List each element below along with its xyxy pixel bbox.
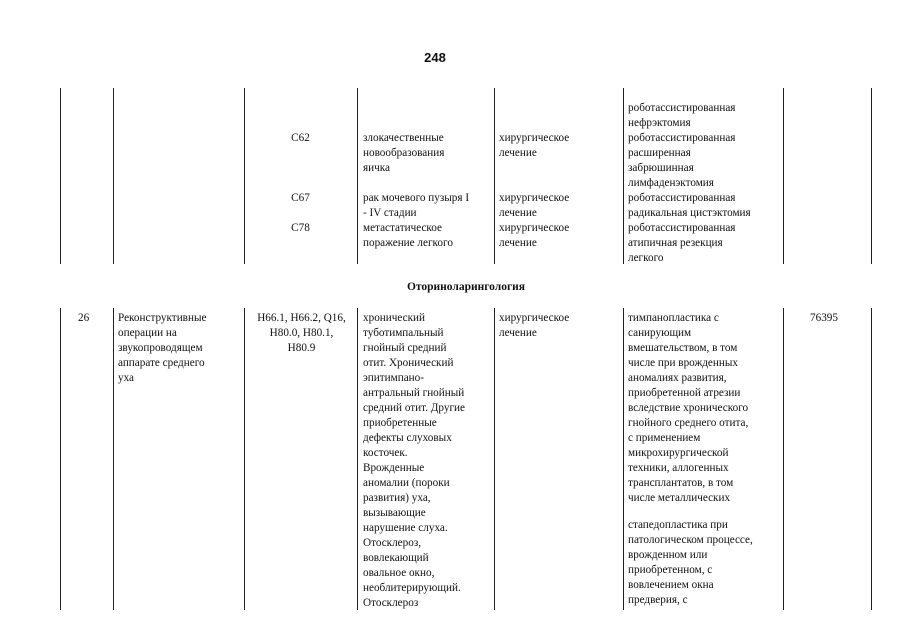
text-line: дефекты слуховых: [363, 432, 452, 444]
text-line: приобретенном, с: [628, 564, 713, 576]
text-line: числе при врожденных: [628, 357, 738, 369]
text-line: трансплантатов, в том: [628, 477, 734, 489]
text-line: хирургическое: [499, 222, 570, 234]
text-line: хирургическое: [499, 132, 570, 144]
text-line: техники, аллогенных: [628, 462, 729, 474]
code-text: C62: [291, 132, 310, 144]
text-line: косточек.: [363, 447, 408, 459]
diagnosis-cell-c78: [363, 221, 453, 251]
text-line: нарушение слуха.: [363, 522, 448, 534]
text-line: средний отит. Другие: [363, 402, 466, 414]
table-border-right: [871, 88, 872, 264]
text-line: вовлекающий: [363, 552, 429, 564]
method-cell-stapedoplasty: [628, 518, 753, 608]
text-line: приобретенные: [363, 417, 437, 429]
text-line: лечение: [499, 207, 537, 219]
row26-border-left: [60, 308, 61, 610]
code-cell-c78: [244, 221, 357, 236]
row-number-text: 26: [78, 312, 90, 324]
row-number: [78, 311, 89, 326]
text-line: роботассистированная: [628, 192, 736, 204]
table-divider-6: [783, 88, 784, 264]
diagnosis-cell: [363, 311, 465, 611]
text-line: вызывающие: [363, 507, 426, 519]
treatment-cell-c62: [499, 131, 569, 161]
text-line: вследствие хронического: [628, 402, 749, 414]
text-line: атипичная резекция: [628, 237, 723, 249]
text-line: микрохирургической: [628, 447, 729, 459]
table-border-left: [60, 88, 61, 264]
section-title: Оториноларингология: [406, 281, 526, 293]
text-line: роботассистированная: [628, 222, 736, 234]
text-line: овальное окно,: [363, 567, 435, 579]
method-cell-c62: [628, 131, 735, 191]
text-line: Врожденные: [363, 462, 425, 474]
text-line: врожденном или: [628, 549, 708, 561]
text-line: необлитерирующий.: [363, 582, 461, 594]
text-line: хирургическое: [499, 192, 570, 204]
text-line: хронический: [363, 312, 426, 324]
text-line: H66.1, H66.2, Q16,: [257, 312, 346, 324]
text-line: с применением: [628, 432, 701, 444]
text-line: легкого: [628, 252, 664, 264]
method-cell-tympanoplasty: [628, 311, 748, 506]
text-line: нефрэктомия: [628, 117, 691, 129]
text-line: туботимпальный: [363, 327, 444, 339]
row26-border-right: [871, 308, 872, 610]
text-line: роботассистированная: [628, 132, 736, 144]
text-line: лечение: [499, 237, 537, 249]
text-line: вовлечением окна: [628, 579, 714, 591]
text-line: санирующим: [628, 327, 692, 339]
cost-cell: [810, 311, 838, 326]
text-line: новообразования: [363, 147, 445, 159]
table-divider-2: [244, 88, 245, 264]
text-line: хирургическое: [499, 312, 570, 324]
table-divider-4: [494, 88, 495, 264]
text-line: операции на: [118, 327, 177, 339]
text-line: предверия, с: [628, 594, 688, 606]
code-text: C78: [291, 222, 310, 234]
text-line: эпитимпано-: [363, 372, 424, 384]
table-divider-5: [623, 88, 624, 264]
text-line: - IV стадии: [363, 207, 417, 219]
text-line: патологическом процессе,: [628, 534, 753, 546]
treatment-cell: [499, 311, 569, 341]
method-cell-c78: [628, 221, 735, 266]
code-cell-c67: [244, 191, 357, 206]
row26-divider-4: [494, 308, 495, 610]
text-line: числе металлических: [628, 492, 731, 504]
diagnosis-cell-c67: [363, 191, 469, 221]
row26-divider-6: [783, 308, 784, 610]
text-line: аномалиях развития,: [628, 372, 727, 384]
table-divider-1: [113, 88, 114, 264]
text-line: лечение: [499, 327, 537, 339]
text-line: поражение легкого: [363, 237, 453, 249]
code-cell-c62: [244, 131, 357, 146]
text-line: звукопроводящем: [118, 342, 203, 354]
method-cell-c67: [628, 191, 751, 221]
text-line: Отосклероз,: [363, 537, 422, 549]
text-line: Отосклероз: [363, 597, 419, 609]
text-line: роботассистированная: [628, 102, 736, 114]
code-text: C67: [291, 192, 310, 204]
page-number: 248: [424, 50, 446, 65]
text-line: Реконструктивные: [118, 312, 207, 324]
table-divider-3: [357, 88, 358, 264]
text-line: расширенная: [628, 147, 691, 159]
text-line: антральный гнойный: [363, 387, 465, 399]
text-line: аномалии (пороки: [363, 477, 450, 489]
procedure-name-cell: [118, 311, 206, 386]
text-line: лимфаденэктомия: [628, 177, 714, 189]
row26-divider-1: [113, 308, 114, 610]
text-line: H80.9: [287, 342, 316, 354]
text-line: забрюшинная: [628, 162, 694, 174]
text-line: метастатическое: [363, 222, 442, 234]
text-line: радикальная цистэктомия: [628, 207, 751, 219]
diagnosis-cell-c62: [363, 131, 444, 176]
text-line: аппарате среднего: [118, 357, 205, 369]
text-line: яичка: [363, 162, 390, 174]
text-line: гнойный средний: [363, 342, 447, 354]
text-line: гнойного среднего отита,: [628, 417, 749, 429]
text-line: отит. Хронический: [363, 357, 454, 369]
codes-cell: [246, 311, 357, 356]
treatment-cell-c67: [499, 191, 569, 221]
text-line: H80.0, H80.1,: [269, 327, 334, 339]
text-line: рак мочевого пузыря I: [363, 192, 470, 204]
method-cell-nephrectomy: [628, 101, 735, 131]
row26-divider-5: [623, 308, 624, 610]
treatment-cell-c78: [499, 221, 569, 251]
text-line: тимпанопластика с: [628, 312, 719, 324]
text-line: стапедопластика при: [628, 519, 728, 531]
row26-divider-3: [357, 308, 358, 610]
cost-value: 76395: [810, 312, 838, 324]
text-line: вмешательством, в том: [628, 342, 738, 354]
text-line: приобретенной атрезии: [628, 387, 741, 399]
text-line: развития) уха,: [363, 492, 431, 504]
text-line: лечение: [499, 147, 537, 159]
row26-divider-2: [244, 308, 245, 610]
text-line: уха: [118, 372, 135, 384]
text-line: злокачественные: [363, 132, 444, 144]
